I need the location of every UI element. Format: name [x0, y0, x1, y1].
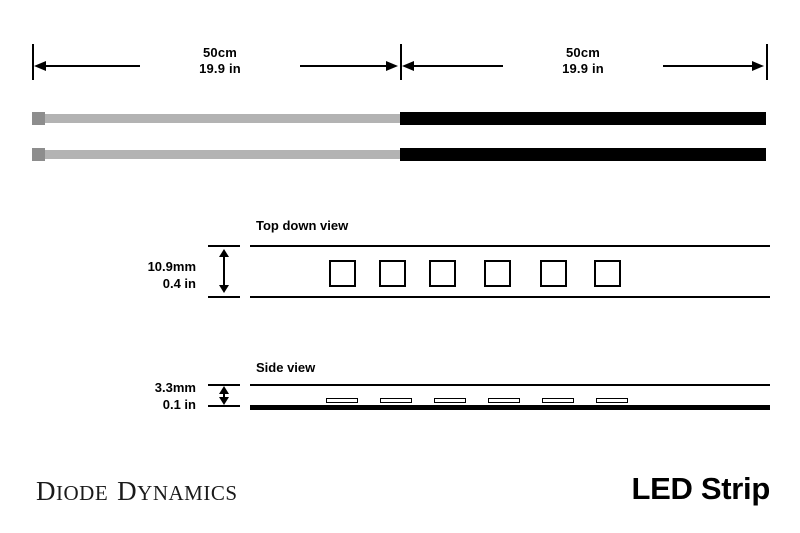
- wire-lead-grey-1: [45, 114, 400, 123]
- side-view-measure-tick-bottom: [208, 405, 240, 407]
- side-view-led: [326, 398, 358, 403]
- dimension-label-left: [140, 45, 300, 77]
- side-view-led: [488, 398, 520, 403]
- top-view-measure-arrow-down: [219, 285, 229, 293]
- dimension-arrow-right-end: [752, 61, 764, 71]
- top-view-led: [429, 260, 456, 287]
- led-strip-body-1: [400, 112, 766, 125]
- top-view-measure-tick-top: [208, 245, 240, 247]
- top-view-led: [594, 260, 621, 287]
- top-view-strip-bottom-edge: [250, 296, 770, 298]
- top-view-led: [379, 260, 406, 287]
- top-view-led: [540, 260, 567, 287]
- top-view-led: [484, 260, 511, 287]
- dimension-right-imperial: 19.9 in: [562, 61, 604, 76]
- dimension-label-right: [503, 45, 663, 77]
- led-strip-body-2: [400, 148, 766, 161]
- side-view-led: [542, 398, 574, 403]
- product-name: LED Strip: [631, 471, 770, 506]
- top-view-measure-imperial: 0.4 in: [162, 276, 196, 291]
- wire-connector-tip-1: [32, 112, 45, 125]
- top-view-measure-metric: 10.9mm: [147, 259, 196, 274]
- side-view-led: [596, 398, 628, 403]
- top-view-strip-top-edge: [250, 245, 770, 247]
- side-view-measure-arrow-down: [219, 397, 229, 405]
- side-view-measure-label: [100, 379, 196, 413]
- side-view-led: [434, 398, 466, 403]
- side-view-led: [380, 398, 412, 403]
- side-view-strip-base: [250, 405, 770, 410]
- brand-word1-rest: IODE: [56, 481, 109, 505]
- top-view-measure-tick-bottom: [208, 296, 240, 298]
- brand-word1-capital: D: [36, 476, 56, 506]
- dimension-right-metric: 50cm: [565, 45, 601, 60]
- side-view-title: Side view: [256, 360, 316, 375]
- top-view-measure-label: [100, 258, 196, 292]
- wire-connector-tip-2: [32, 148, 45, 161]
- wire-lead-grey-2: [45, 150, 400, 159]
- top-down-view-title: Top down view: [256, 218, 349, 233]
- side-view-measure-imperial: 0.1 in: [162, 397, 196, 412]
- brand-word2-rest: YNAMICS: [137, 481, 238, 505]
- side-view-strip-top-edge: [250, 384, 770, 386]
- dimension-arrow-left-end: [386, 61, 398, 71]
- dimension-left-metric: 50cm: [202, 45, 238, 60]
- top-view-led: [329, 260, 356, 287]
- dimension-left-imperial: 19.9 in: [199, 61, 241, 76]
- brand-word2-capital: D: [117, 476, 138, 506]
- dimension-tick-right: [766, 44, 768, 80]
- brand-logo: [36, 476, 238, 507]
- top-view-measure-line: [223, 255, 225, 285]
- side-view-measure-metric: 3.3mm: [154, 380, 196, 395]
